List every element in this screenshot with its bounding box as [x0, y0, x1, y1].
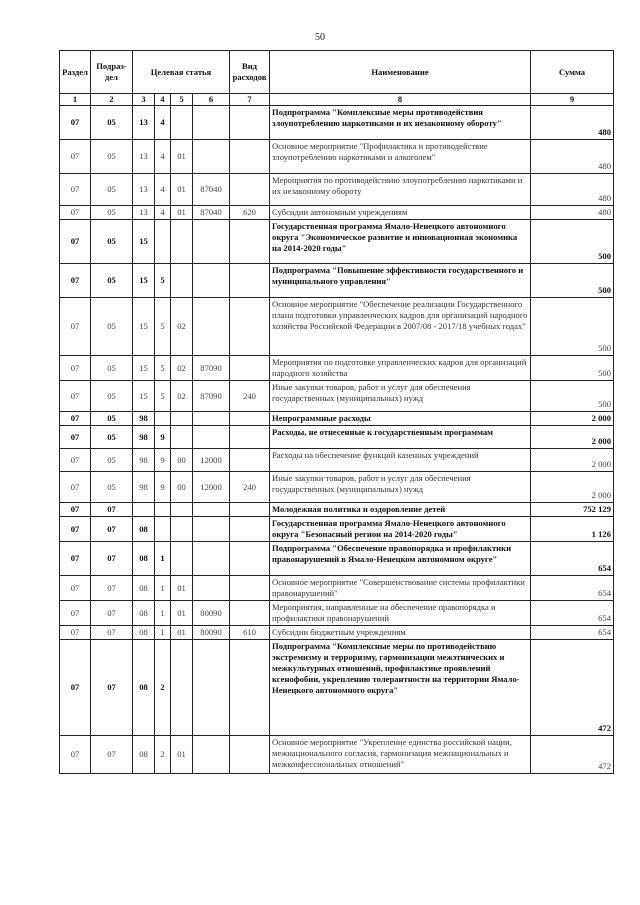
- program-cell: 15: [133, 220, 155, 264]
- table-row: [60, 426, 614, 449]
- subprogram-cell: 5: [155, 298, 171, 356]
- vid-cell: [230, 412, 270, 426]
- razdel-cell: 07: [60, 542, 91, 576]
- header-podrazdel: Подраз-дел: [91, 51, 133, 94]
- name-cell: Подпрограмма "Обеспечение правопорядка и профилактики правонарушений в Ямало-Ненецком автономном округе": [270, 542, 531, 576]
- razdel-cell: 07: [60, 576, 91, 601]
- razdel-cell: 07: [60, 640, 91, 736]
- table-row: [60, 449, 614, 472]
- sum-cell: 500: [531, 298, 614, 356]
- direction-cell: [193, 140, 230, 174]
- table-row: [60, 472, 614, 503]
- podrazdel-cell: 05: [91, 140, 133, 174]
- subprogram-cell: 9: [155, 449, 171, 472]
- event-cell: 00: [171, 449, 193, 472]
- sum-cell: 500: [531, 356, 614, 381]
- table-row: [60, 517, 614, 542]
- podrazdel-cell: 05: [91, 264, 133, 298]
- program-cell: 15: [133, 298, 155, 356]
- sum-cell: 654: [531, 576, 614, 601]
- podrazdel-cell: 07: [91, 517, 133, 542]
- vid-cell: [230, 356, 270, 381]
- name-cell: Иные закупки товаров, работ и услуг для обеспечения государственных (муниципальных) нужд: [270, 472, 531, 503]
- header-razdel: Раздел: [60, 51, 91, 94]
- name-cell: Основное мероприятие "Профилактика и противодействие злоупотреблению наркотиками и алкоголем": [270, 140, 531, 174]
- podrazdel-cell: 05: [91, 206, 133, 220]
- column-number: 8: [270, 94, 531, 106]
- subprogram-cell: 5: [155, 356, 171, 381]
- table-row: [60, 106, 614, 140]
- event-cell: [171, 412, 193, 426]
- razdel-cell: 07: [60, 356, 91, 381]
- event-cell: [171, 106, 193, 140]
- direction-cell: 80090: [193, 601, 230, 626]
- table-row: [60, 174, 614, 206]
- name-cell: Расходы на обеспечение функций казенных учреждений: [270, 449, 531, 472]
- direction-cell: [193, 412, 230, 426]
- podrazdel-cell: 05: [91, 174, 133, 206]
- name-cell: Субсидии автономным учреждениям: [270, 206, 531, 220]
- subprogram-cell: 4: [155, 174, 171, 206]
- program-cell: [133, 503, 155, 517]
- sum-cell: 654: [531, 601, 614, 626]
- podrazdel-cell: 05: [91, 381, 133, 412]
- event-cell: 01: [171, 626, 193, 640]
- subprogram-cell: 9: [155, 426, 171, 449]
- table-row: [60, 576, 614, 601]
- vid-cell: [230, 576, 270, 601]
- program-cell: 15: [133, 356, 155, 381]
- event-cell: 01: [171, 174, 193, 206]
- vid-cell: [230, 640, 270, 736]
- subprogram-cell: 9: [155, 472, 171, 503]
- event-cell: 02: [171, 298, 193, 356]
- event-cell: 01: [171, 576, 193, 601]
- direction-cell: 80090: [193, 626, 230, 640]
- sum-cell: 752 129: [531, 503, 614, 517]
- podrazdel-cell: 05: [91, 298, 133, 356]
- razdel-cell: 07: [60, 381, 91, 412]
- vid-cell: [230, 140, 270, 174]
- program-cell: 08: [133, 640, 155, 736]
- subprogram-cell: 2: [155, 640, 171, 736]
- name-cell: Непрограммные расходы: [270, 412, 531, 426]
- direction-cell: 87040: [193, 174, 230, 206]
- event-cell: 00: [171, 472, 193, 503]
- podrazdel-cell: 07: [91, 736, 133, 774]
- budget-table: [59, 50, 614, 774]
- sum-cell: 472: [531, 736, 614, 774]
- direction-cell: 87090: [193, 381, 230, 412]
- table-row: [60, 542, 614, 576]
- sum-cell: 2 000: [531, 412, 614, 426]
- podrazdel-cell: 07: [91, 576, 133, 601]
- subprogram-cell: 5: [155, 264, 171, 298]
- podrazdel-cell: 07: [91, 542, 133, 576]
- podrazdel-cell: 05: [91, 472, 133, 503]
- column-number: 9: [531, 94, 614, 106]
- name-cell: Основное мероприятие "Совершенствование системы профилактики правонарушений": [270, 576, 531, 601]
- program-cell: 13: [133, 106, 155, 140]
- header-tselevaya-statya: Целевая статья: [133, 51, 230, 94]
- column-number: 1: [60, 94, 91, 106]
- podrazdel-cell: 07: [91, 503, 133, 517]
- razdel-cell: 07: [60, 106, 91, 140]
- header-row: [60, 51, 614, 94]
- event-cell: 01: [171, 206, 193, 220]
- podrazdel-cell: 07: [91, 601, 133, 626]
- program-cell: 08: [133, 626, 155, 640]
- name-cell: Мероприятия по подготовке управленческих кадров для организаций народного хозяйства: [270, 356, 531, 381]
- subprogram-cell: 4: [155, 106, 171, 140]
- name-cell: Мероприятия по противодействию злоупотреблению наркотиками и их незаконному обороту: [270, 174, 531, 206]
- direction-cell: [193, 736, 230, 774]
- sum-cell: 500: [531, 381, 614, 412]
- razdel-cell: 07: [60, 412, 91, 426]
- sum-cell: 654: [531, 626, 614, 640]
- program-cell: 08: [133, 542, 155, 576]
- table-row: [60, 601, 614, 626]
- table-row: [60, 626, 614, 640]
- razdel-cell: 07: [60, 220, 91, 264]
- program-cell: 08: [133, 601, 155, 626]
- direction-cell: 87090: [193, 356, 230, 381]
- name-cell: Иные закупки товаров, работ и услуг для обеспечения государственных (муниципальных) нужд: [270, 381, 531, 412]
- program-cell: 98: [133, 472, 155, 503]
- vid-cell: [230, 503, 270, 517]
- name-cell: Мероприятия, направленные на обеспечение правопорядка и профилактики правонарушений: [270, 601, 531, 626]
- page-number: 50: [315, 32, 325, 43]
- name-cell: Основное мероприятие "Укрепление единства российской нации, межнационального согласия, гармонизация межнациональных и межконфессиональных отношений": [270, 736, 531, 774]
- sum-cell: 2 000: [531, 472, 614, 503]
- name-cell: Государственная программа Ямало-Ненецкого автономного округа "Экономическое развитие и инновационная экономика на 2014-2020 годы": [270, 220, 531, 264]
- program-cell: 08: [133, 517, 155, 542]
- column-number: 6: [193, 94, 230, 106]
- sum-cell: 480: [531, 140, 614, 174]
- podrazdel-cell: 07: [91, 626, 133, 640]
- razdel-cell: 07: [60, 426, 91, 449]
- razdel-cell: 07: [60, 449, 91, 472]
- program-cell: 98: [133, 412, 155, 426]
- podrazdel-cell: 05: [91, 106, 133, 140]
- event-cell: [171, 220, 193, 264]
- column-number: 5: [171, 94, 193, 106]
- column-number: 2: [91, 94, 133, 106]
- program-cell: 13: [133, 206, 155, 220]
- name-cell: Подпрограмма "Повышение эффективности государственного и муниципального управления": [270, 264, 531, 298]
- table-row: [60, 736, 614, 774]
- vid-cell: 620: [230, 206, 270, 220]
- name-cell: Молодежная политика и оздоровление детей: [270, 503, 531, 517]
- table-row: [60, 356, 614, 381]
- razdel-cell: 07: [60, 472, 91, 503]
- sum-cell: 480: [531, 174, 614, 206]
- sum-cell: 654: [531, 542, 614, 576]
- subprogram-cell: [155, 503, 171, 517]
- event-cell: [171, 542, 193, 576]
- name-cell: Расходы, не отнесенные к государственным программам: [270, 426, 531, 449]
- program-cell: 13: [133, 140, 155, 174]
- razdel-cell: 07: [60, 298, 91, 356]
- table-row: [60, 503, 614, 517]
- sum-cell: 1 126: [531, 517, 614, 542]
- direction-cell: [193, 106, 230, 140]
- vid-cell: 240: [230, 381, 270, 412]
- table-row: [60, 640, 614, 736]
- sum-cell: 500: [531, 220, 614, 264]
- column-number: 7: [230, 94, 270, 106]
- event-cell: [171, 426, 193, 449]
- subprogram-cell: 1: [155, 542, 171, 576]
- name-cell: Основное мероприятие "Обеспечение реализации Государственного плана подготовки управленческих кадров для организаций народного хозяйства Российской Федерации в 2007/08 - 2017/18 учебных годах": [270, 298, 531, 356]
- vid-cell: [230, 542, 270, 576]
- program-cell: 15: [133, 264, 155, 298]
- name-cell: Субсидии бюджетным учреждениям: [270, 626, 531, 640]
- direction-cell: [193, 576, 230, 601]
- name-cell: Государственная программа Ямало-Ненецкого автономного округа "Безопасный регион на 2014-2020 годы": [270, 517, 531, 542]
- subprogram-cell: 1: [155, 601, 171, 626]
- event-cell: 02: [171, 381, 193, 412]
- sum-cell: 500: [531, 264, 614, 298]
- podrazdel-cell: 05: [91, 356, 133, 381]
- table-row: [60, 298, 614, 356]
- sum-cell: 2 000: [531, 426, 614, 449]
- vid-cell: [230, 106, 270, 140]
- vid-cell: [230, 601, 270, 626]
- vid-cell: [230, 736, 270, 774]
- table-row: [60, 381, 614, 412]
- direction-cell: [193, 503, 230, 517]
- name-cell: Подпрограмма "Комплексные меры по противодействию экстремизму и терроризму, гармонизации межэтнических и межкультурных отношений, профилактике проявлений ксенофобии, укреплению толерантности на территории Ямало-Ненецкого автономного округа": [270, 640, 531, 736]
- subprogram-cell: 1: [155, 626, 171, 640]
- event-cell: 01: [171, 140, 193, 174]
- razdel-cell: 07: [60, 626, 91, 640]
- razdel-cell: 07: [60, 601, 91, 626]
- program-cell: 15: [133, 381, 155, 412]
- subprogram-cell: [155, 220, 171, 264]
- razdel-cell: 07: [60, 174, 91, 206]
- direction-cell: [193, 426, 230, 449]
- program-cell: 98: [133, 426, 155, 449]
- program-cell: 08: [133, 736, 155, 774]
- razdel-cell: 07: [60, 206, 91, 220]
- table-row: [60, 206, 614, 220]
- direction-cell: 12000: [193, 449, 230, 472]
- header-summa: Сумма: [531, 51, 614, 94]
- column-number-row: [60, 94, 614, 106]
- vid-cell: 610: [230, 626, 270, 640]
- razdel-cell: 07: [60, 264, 91, 298]
- razdel-cell: 07: [60, 503, 91, 517]
- vid-cell: [230, 174, 270, 206]
- column-number: 3: [133, 94, 155, 106]
- razdel-cell: 07: [60, 140, 91, 174]
- vid-cell: [230, 298, 270, 356]
- event-cell: 01: [171, 601, 193, 626]
- program-cell: 08: [133, 576, 155, 601]
- event-cell: [171, 264, 193, 298]
- podrazdel-cell: 05: [91, 220, 133, 264]
- sum-cell: 480: [531, 206, 614, 220]
- subprogram-cell: 4: [155, 140, 171, 174]
- subprogram-cell: [155, 517, 171, 542]
- program-cell: 13: [133, 174, 155, 206]
- event-cell: [171, 640, 193, 736]
- vid-cell: [230, 426, 270, 449]
- podrazdel-cell: 05: [91, 426, 133, 449]
- program-cell: 98: [133, 449, 155, 472]
- direction-cell: 12000: [193, 472, 230, 503]
- podrazdel-cell: 05: [91, 412, 133, 426]
- direction-cell: [193, 298, 230, 356]
- sum-cell: 472: [531, 640, 614, 736]
- vid-cell: [230, 264, 270, 298]
- table-row: [60, 140, 614, 174]
- direction-cell: [193, 264, 230, 298]
- vid-cell: 240: [230, 472, 270, 503]
- vid-cell: [230, 220, 270, 264]
- subprogram-cell: 5: [155, 381, 171, 412]
- sum-cell: 480: [531, 106, 614, 140]
- name-cell: Подпрограмма "Комплексные меры противодействия злоупотреблению наркотиками и их незаконному обороту": [270, 106, 531, 140]
- header-naimenovanie: Наименование: [270, 51, 531, 94]
- direction-cell: [193, 640, 230, 736]
- podrazdel-cell: 05: [91, 449, 133, 472]
- table-row: [60, 264, 614, 298]
- vid-cell: [230, 517, 270, 542]
- vid-cell: [230, 449, 270, 472]
- subprogram-cell: 2: [155, 736, 171, 774]
- column-number: 4: [155, 94, 171, 106]
- direction-cell: [193, 220, 230, 264]
- subprogram-cell: [155, 412, 171, 426]
- event-cell: 01: [171, 736, 193, 774]
- sum-cell: 2 000: [531, 449, 614, 472]
- event-cell: [171, 503, 193, 517]
- table-row: [60, 220, 614, 264]
- event-cell: [171, 517, 193, 542]
- subprogram-cell: 1: [155, 576, 171, 601]
- header-vid-raskhodov: Вид расходов: [230, 51, 270, 94]
- direction-cell: [193, 542, 230, 576]
- direction-cell: [193, 517, 230, 542]
- razdel-cell: 07: [60, 736, 91, 774]
- direction-cell: 87040: [193, 206, 230, 220]
- podrazdel-cell: 07: [91, 640, 133, 736]
- event-cell: 02: [171, 356, 193, 381]
- razdel-cell: 07: [60, 517, 91, 542]
- table-row: [60, 412, 614, 426]
- subprogram-cell: 4: [155, 206, 171, 220]
